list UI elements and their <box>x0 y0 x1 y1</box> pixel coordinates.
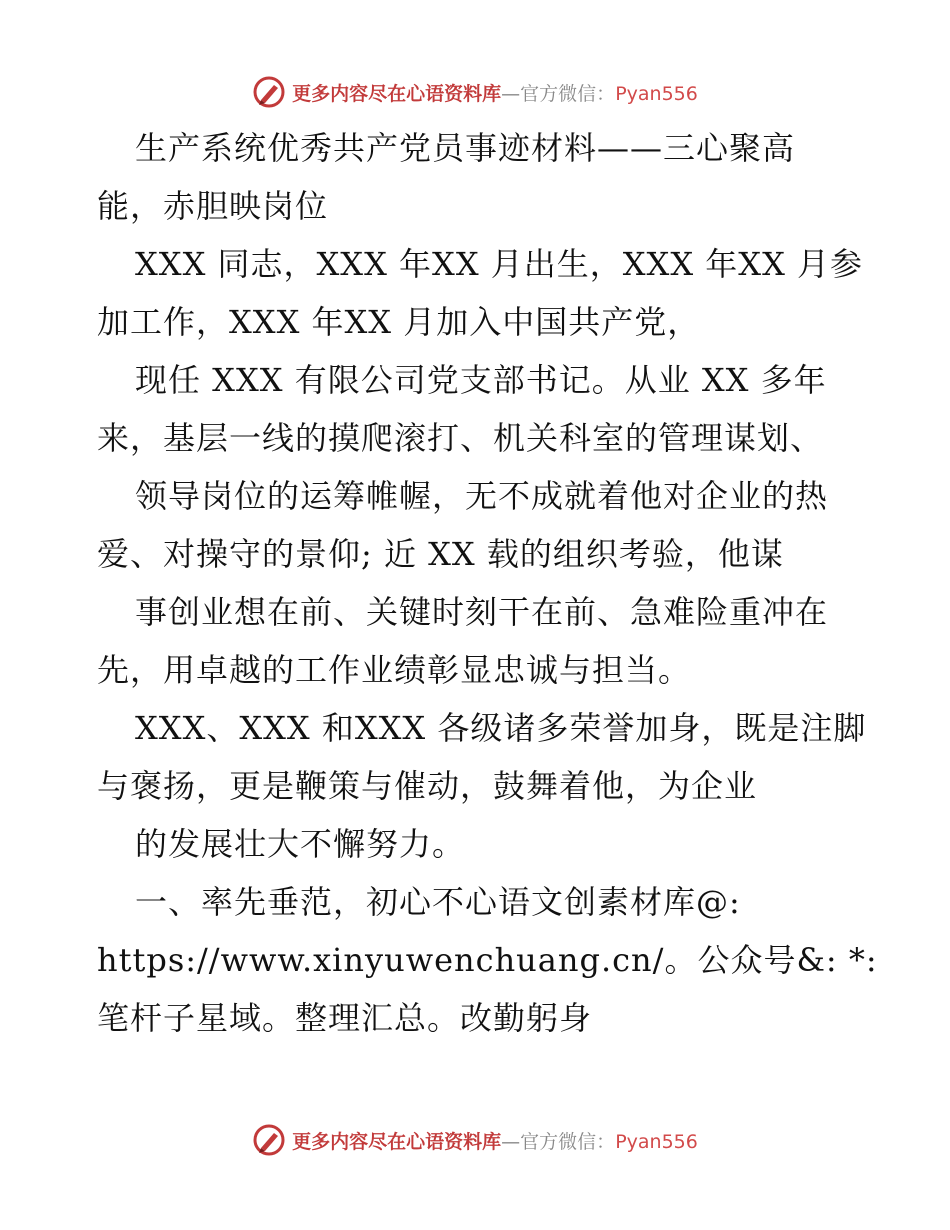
document-title-line-2: 能，赤胆映岗位 <box>97 187 329 225</box>
paragraph-line: 先，用卓越的工作业绩彰显忠诚与担当。 <box>97 651 692 689</box>
watermark-site: 更多内容尽在心语资料库 <box>292 82 502 105</box>
paragraph-line: 爱、对操守的景仰; 近 XX 载的组织考验，他谋 <box>97 535 784 573</box>
pen-logo-icon <box>252 75 286 109</box>
paragraph-line: XXX 同志，XXX 年XX 月出生，XXX 年XX 月参 <box>135 245 864 283</box>
paragraph-line: 领导岗位的运筹帷幄，无不成就着他对企业的热 <box>135 477 829 515</box>
watermark-wechat-label: 官方微信： <box>520 82 616 105</box>
paragraph-line: 加工作，XXX 年XX 月加入中国共产党， <box>97 303 701 341</box>
paragraph-line: 与褒扬，更是鞭策与催动，鼓舞着他，为企业 <box>97 767 758 805</box>
paragraph-line: 笔杆子星域。整理汇总。改勤躬身 <box>97 999 593 1037</box>
watermark-dash: — <box>501 82 521 105</box>
paragraph-line: 现任 XXX 有限公司党支部书记。从业 XX 多年 <box>135 361 827 399</box>
paragraph-line: 事创业想在前、关键时刻干在前、急难险重冲在 <box>135 593 829 631</box>
watermark-dash: — <box>501 1130 521 1153</box>
url-line: https://www.xinyuwenchuang.cn/。公众号&: *: <box>97 941 878 979</box>
paragraph-line: XXX、XXX 和XXX 各级诸多荣誉加身，既是注脚 <box>135 709 867 747</box>
watermark-wechat-id: Pyan556 <box>615 1130 698 1153</box>
watermark-wechat-label: 官方微信： <box>520 1130 616 1153</box>
watermark-group <box>252 75 698 109</box>
pen-logo-icon <box>252 1123 286 1157</box>
paragraph-line: 来，基层一线的摸爬滚打、机关科室的管理谋划、 <box>97 419 824 457</box>
paragraph-line: 的发展壮大不懈努力。 <box>135 825 466 863</box>
watermark-wechat-id: Pyan556 <box>615 82 698 105</box>
watermark-text <box>292 1127 698 1154</box>
watermark-group <box>252 1123 698 1157</box>
document-title-line-1: 生产系统优秀共产党员事迹材料——三心聚高 <box>135 129 796 167</box>
watermark-site: 更多内容尽在心语资料库 <box>292 1130 502 1153</box>
watermark-text <box>292 79 698 106</box>
top-watermark-banner <box>0 72 950 112</box>
bottom-watermark-banner <box>0 1120 950 1160</box>
section-heading-line: 一、率先垂范，初心不心语文创素材库@: <box>135 883 741 921</box>
